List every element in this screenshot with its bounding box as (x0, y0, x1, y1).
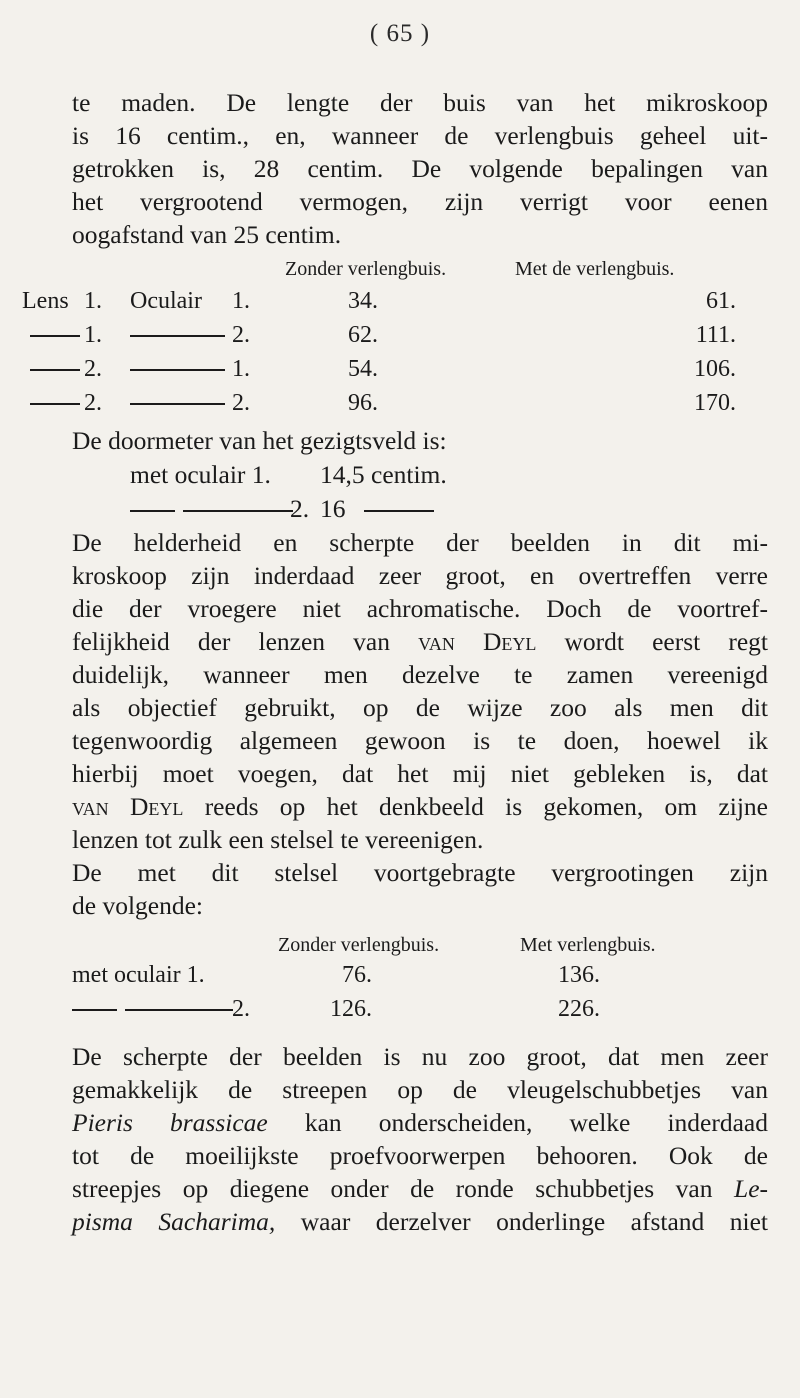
text-line: is 16 centim., en, wanneer de verlengbuis geheel uit- (72, 121, 768, 150)
ditto-mark (130, 322, 233, 349)
fov-row-value: 16 (320, 494, 346, 523)
value-with: 170. (694, 390, 736, 416)
value-without: 126. (330, 996, 372, 1022)
text-line: getrokken is, 28 centim. De volgende bepalingen van (72, 154, 768, 183)
person-name: van Deyl (72, 792, 184, 821)
row-ocular: 2. (232, 996, 250, 1022)
header-with-tube: Met de verlengbuis. (515, 258, 675, 280)
value-without: 96. (348, 390, 378, 416)
value-with: 106. (694, 356, 736, 382)
text-line: De scherpte der beelden is nu zoo groot, dat men zeer (72, 1042, 768, 1071)
text-line: De met dit stelsel voortgebragte vergrootingen zijn (72, 858, 768, 887)
header-without-tube: Zonder verlengbuis. (278, 934, 440, 956)
fov-row-label: met oculair 1. (130, 460, 271, 489)
value-without: 76. (342, 962, 372, 988)
paragraph-sharpness (72, 1040, 768, 1238)
ocular-number: 2. (232, 390, 250, 416)
fov-row-ocular: 2. (290, 494, 310, 523)
ditto-mark (130, 390, 233, 417)
ocular-number: 2. (232, 322, 250, 348)
text-line: lenzen tot zulk een stelsel te vereenigen. (72, 825, 484, 854)
fov-intro: De doormeter van het gezigtsveld is: (72, 426, 447, 455)
text-line: kroskoop zijn inderdaad zeer groot, en overtreffen verre (72, 561, 768, 590)
text-line: het vergrootend vermogen, zijn verrigt voor eenen (72, 187, 768, 216)
ditto-mark (364, 492, 442, 525)
ditto-mark (30, 322, 88, 349)
text-line: die der vroegere niet achromatische. Doch de voortref- (72, 594, 768, 623)
paragraph-brightness (72, 526, 768, 922)
lens-number: 1. (84, 288, 102, 314)
ocular-label: Oculair (130, 288, 202, 314)
text-line: duidelijk, wanneer men dezelve te zamen vereenigd (72, 660, 768, 689)
value-with: 111. (695, 322, 736, 348)
ditto-mark (30, 390, 88, 417)
ocular-number: 1. (232, 288, 250, 314)
magnification-table-2 (0, 934, 800, 1044)
value-with: 61. (706, 288, 736, 314)
text-line: als objectief gebruikt, op de wijze zoo als men dit (72, 693, 768, 722)
text-fragment: kan onderscheiden, welke inderdaad (304, 1108, 768, 1137)
fov-row-value: 14,5 centim. (320, 460, 447, 489)
text-fragment: streepjes op diegene onder de ronde schubbetjes van (72, 1174, 713, 1203)
text-fragment: reeds op het denkbeeld is gekomen, om zijne (204, 792, 768, 821)
text-line (72, 1172, 768, 1205)
text-line: de volgende: (72, 891, 203, 920)
text-fragment: wordt eerst regt (564, 627, 769, 656)
header-with-tube: Met verlengbuis. (520, 934, 656, 956)
paragraph-intro (72, 86, 768, 251)
value-with: 226. (558, 996, 600, 1022)
row-label: met oculair 1. (72, 962, 205, 988)
header-without-tube: Zonder verlengbuis. (285, 258, 447, 280)
species-name: Le- (734, 1174, 769, 1203)
text-line: De helderheid en scherpte der beelden in dit mi- (72, 528, 768, 557)
ditto-mark (130, 492, 301, 525)
lens-number: 2. (84, 356, 102, 382)
text-line (72, 790, 768, 823)
species-name: Pieris brassicae (72, 1108, 268, 1137)
person-name: van Deyl (418, 627, 537, 656)
value-without: 62. (348, 322, 378, 348)
ditto-mark (130, 356, 233, 383)
text-line: tot de moeilijkste proefvoorwerpen behooren. Ook de (72, 1141, 768, 1170)
text-line: te maden. De lengte der buis van het mikroskoop (72, 88, 768, 117)
text-line: gemakkelijk de streepen op de vleugelschubbetjes van (72, 1075, 768, 1104)
page-number: ( 65 ) (369, 20, 431, 47)
value-without: 54. (348, 356, 378, 382)
lens-number: 2. (84, 390, 102, 416)
text-line (72, 625, 768, 658)
text-fragment: felijkheid der lenzen van (72, 627, 391, 656)
text-line (72, 1205, 768, 1238)
species-name: pisma Sacharima, (72, 1207, 276, 1236)
value-without: 34. (348, 288, 378, 314)
lens-label: Lens (22, 288, 69, 314)
lens-number: 1. (84, 322, 102, 348)
text-line: hierbij moet voegen, dat het mij niet gebleken is, dat (72, 759, 768, 788)
text-line: tegenwoordig algemeen gewoon is te doen, hoewel ik (72, 726, 768, 755)
text-line (72, 1106, 768, 1139)
value-with: 136. (558, 962, 600, 988)
text-fragment: waar derzelver onderlinge afstand niet (300, 1207, 768, 1236)
ocular-number: 1. (232, 356, 250, 382)
ditto-mark (72, 996, 241, 1023)
text-line: oogafstand van 25 centim. (72, 220, 342, 249)
ditto-mark (30, 356, 88, 383)
